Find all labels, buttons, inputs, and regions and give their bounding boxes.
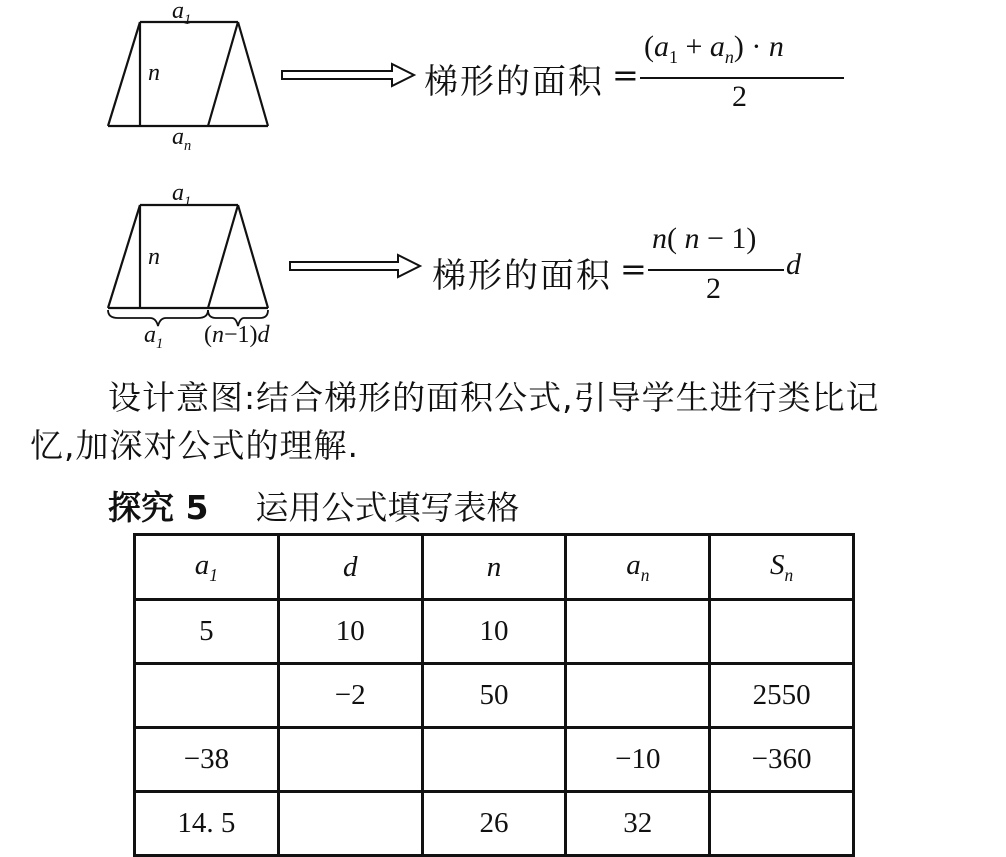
diagram1-bottom-label: $a_n$ (172, 124, 192, 154)
diagram2-brace-left-label: $a_1$ (144, 322, 164, 352)
table-cell: −2 (278, 664, 422, 728)
diagram1-numerator: $(a_1 + a_n) \cdot n$ (644, 30, 784, 67)
table-header-d: d (278, 535, 422, 600)
diagram1-equals: = (612, 56, 639, 94)
table-cell: −38 (135, 728, 279, 792)
table-row (135, 600, 854, 664)
table-header-an: $a_n$ (566, 535, 710, 600)
table-cell (422, 728, 566, 792)
diagram1-height-label: n (148, 60, 160, 86)
table-cell (566, 600, 710, 664)
table-cell: 5 (135, 600, 279, 664)
diagram2-formula-label: 梯形的面积 (432, 256, 612, 296)
exploration-heading (108, 482, 519, 529)
table-row (135, 728, 854, 792)
table-header-row (135, 535, 854, 600)
table-cell: 10 (422, 600, 566, 664)
diagram2-fraction-bar (648, 269, 784, 271)
table-cell: 2550 (710, 664, 854, 728)
table-cell: 10 (278, 600, 422, 664)
table-row (135, 664, 854, 728)
fill-in-table (133, 533, 855, 857)
table-header-a1: $a_1$ (135, 535, 279, 600)
diagram2-numerator: n( n − 1) (652, 222, 757, 255)
diagram1-denominator: 2 (732, 80, 747, 113)
table-cell: 26 (422, 792, 566, 856)
trapezoid-1 (108, 22, 268, 126)
table-cell: 32 (566, 792, 710, 856)
diagram2-equals: = (620, 250, 647, 288)
table-cell (566, 664, 710, 728)
diagram1-top-label: $a_1$ (172, 0, 192, 28)
table-row (135, 792, 854, 856)
table-cell: 50 (422, 664, 566, 728)
design-intent-line1: 设计意图:结合梯形的面积公式,引导学生进行类比记 (108, 378, 880, 417)
diagram2-suffix: d (786, 248, 801, 281)
table-cell (278, 792, 422, 856)
table-cell: −360 (710, 728, 854, 792)
exploration-subtitle: 运用公式填写表格 (255, 488, 520, 527)
diagram2-height-label: n (148, 244, 160, 270)
diagram2-denominator: 2 (706, 272, 721, 305)
diagram1-formula-label: 梯形的面积 (424, 62, 604, 102)
diagram1-fraction-bar (640, 77, 844, 79)
table-cell: 14. 5 (135, 792, 279, 856)
table-cell (710, 600, 854, 664)
table-header-n: n (422, 535, 566, 600)
design-intent-line2: 忆,加深对公式的理解. (30, 426, 359, 465)
trapezoid-2 (108, 205, 268, 308)
table-cell (710, 792, 854, 856)
arrow-1 (282, 64, 414, 86)
table-header-sn: $S_n$ (710, 535, 854, 600)
diagram2-top-label: $a_1$ (172, 180, 192, 210)
table-cell: −10 (566, 728, 710, 792)
table-cell (278, 728, 422, 792)
table-cell (135, 664, 279, 728)
diagram2-brace-right-label: (n−1)d (204, 322, 270, 348)
arrow-2 (290, 255, 420, 277)
exploration-title: 探究 5 (108, 488, 209, 527)
